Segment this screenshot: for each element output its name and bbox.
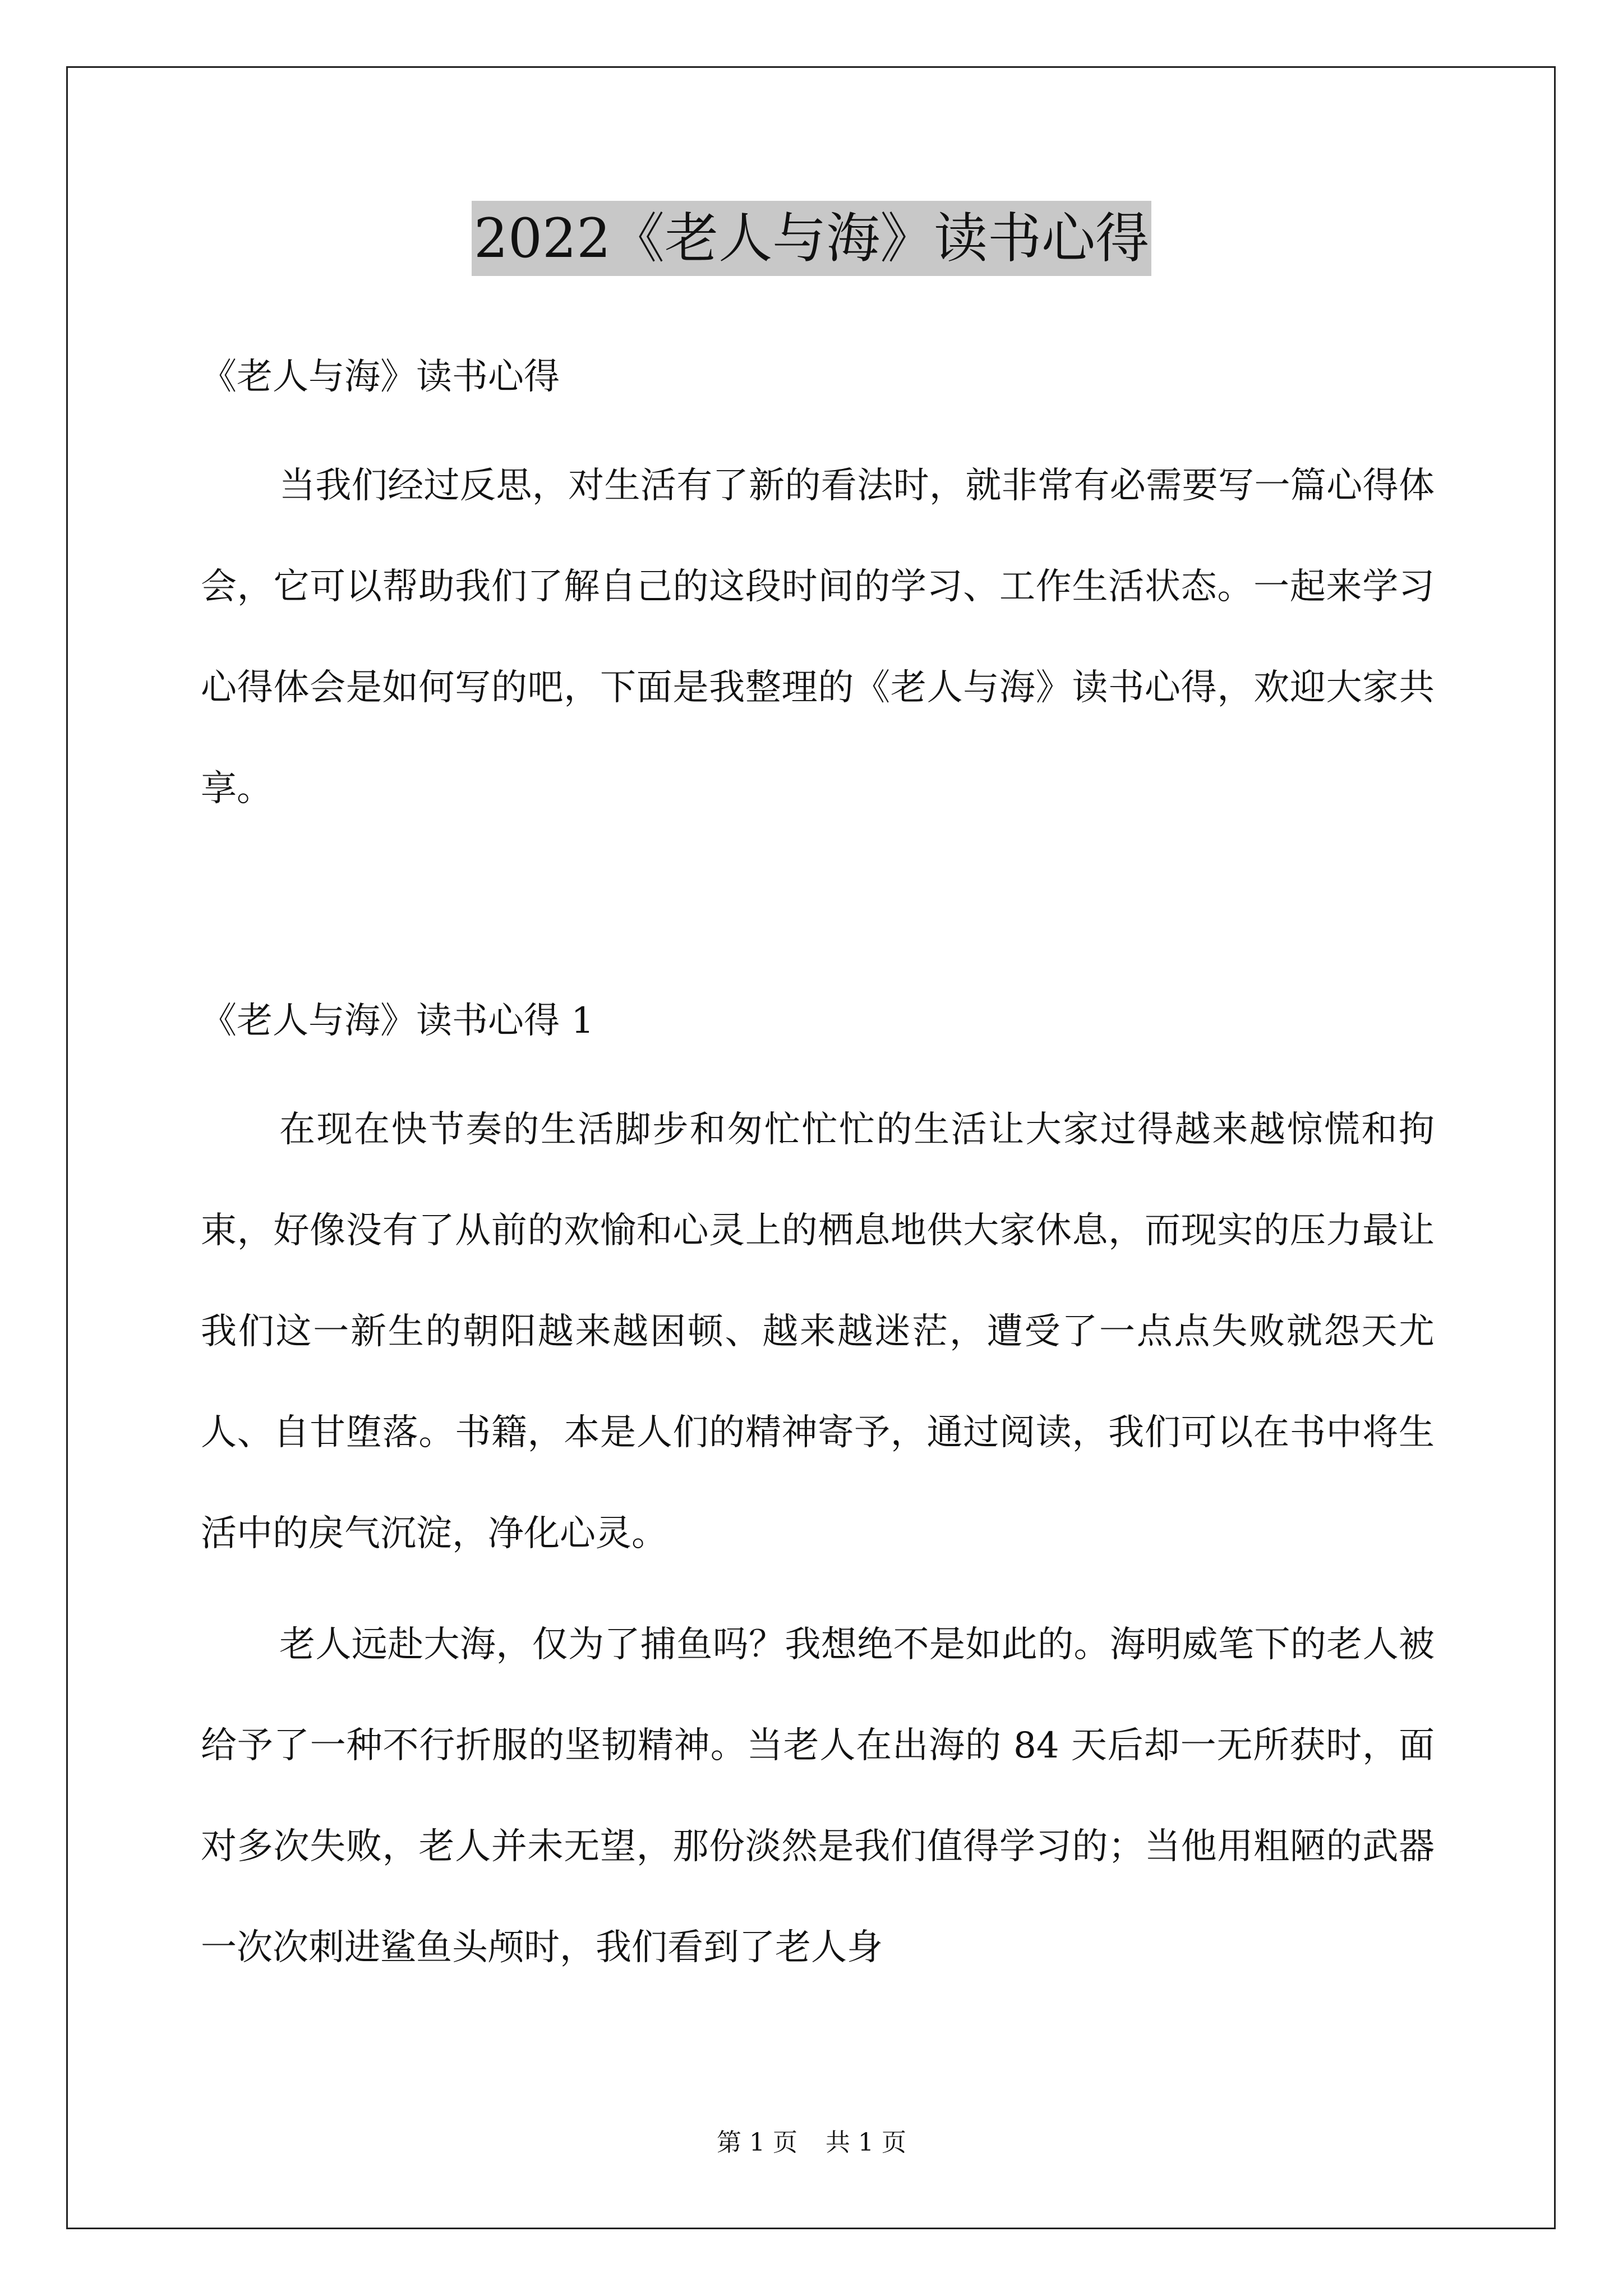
page-footer bbox=[0, 2126, 1623, 2160]
section-1-paragraph-2: 老人远赴大海，仅为了捕鱼吗？我想绝不是如此的。海明威笔下的老人被给予了一种不行折服的坚韧精神。当老人在出海的 84 天后却一无所获时，面对多次失败，老人并未无望，那份淡然是我们值得学习的；当他用粗陋的武器一次次刺进鲨鱼头颅时，我们看到了老人身 bbox=[201, 1624, 1435, 1968]
intro-paragraph: 当我们经过反思，对生活有了新的看法时，就非常有必需要写一篇心得体会，它可以帮助我们了解自己的这段时间的学习、工作生活状态。一起来学习心得体会是如何写的吧，下面是我整理的《老人与海》读书心得，欢迎大家共享。 bbox=[201, 465, 1435, 809]
document-title: 2022《老人与海》读书心得 bbox=[472, 201, 1151, 276]
title-container bbox=[0, 201, 1623, 276]
page-total: 共 1 页 bbox=[826, 2128, 906, 2157]
intro-heading: 《老人与海》读书心得 bbox=[201, 356, 560, 398]
page-number: 第 1 页 bbox=[717, 2128, 797, 2157]
section-1-paragraph-1: 在现在快节奏的生活脚步和匆忙忙忙的生活让大家过得越来越惊慌和拘束，好像没有了从前的欢愉和心灵上的栖息地供大家休息，而现实的压力最让我们这一新生的朝阳越来越困顿、越来越迷茫，遭受了一点点失败就怨天尤人、自甘堕落。书籍，本是人们的精神寄予，通过阅读，我们可以在书中将生活中的戾气沉淀，净化心灵。 bbox=[201, 1109, 1435, 1554]
section-1-heading: 《老人与海》读书心得 1 bbox=[201, 1000, 594, 1042]
